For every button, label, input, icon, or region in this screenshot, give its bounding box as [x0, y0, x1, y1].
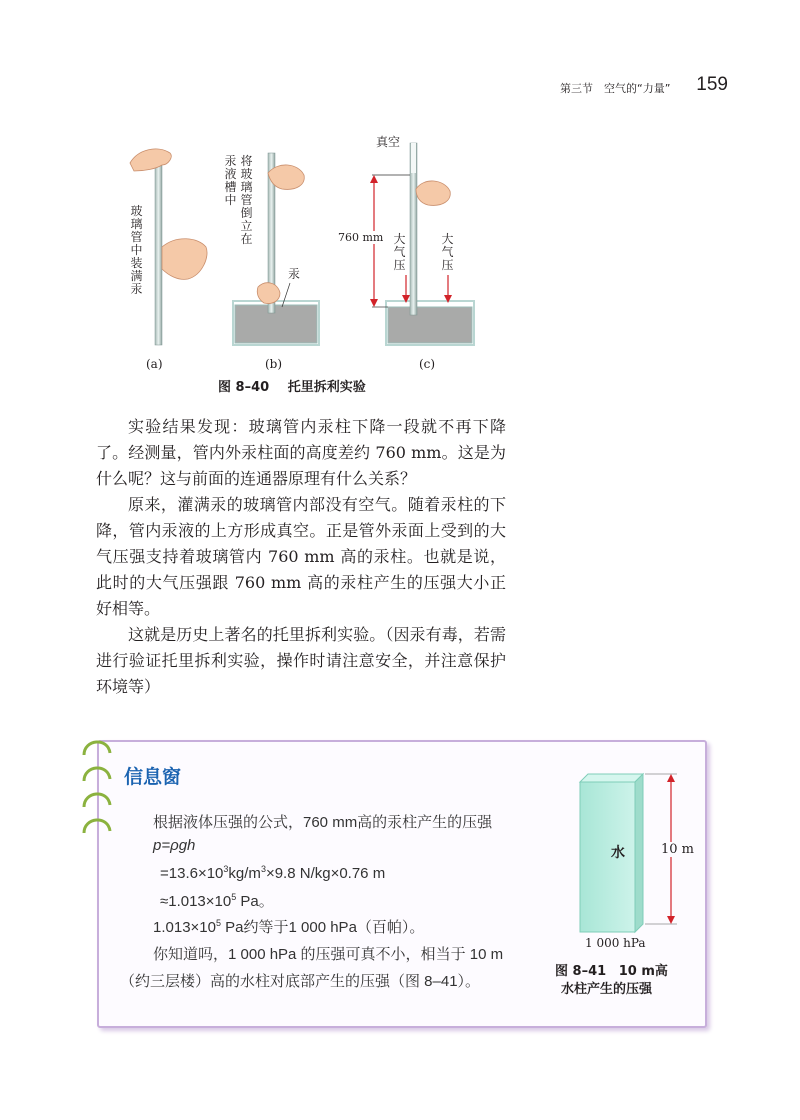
figure-8-40-title: 托里拆利实验: [287, 380, 366, 395]
info-line-5: [153, 916, 424, 937]
figure-8-41: [555, 770, 705, 1000]
hand-bottom-b: [257, 283, 280, 304]
height-760mm-label: 760 mm: [338, 231, 384, 244]
exponent: 3: [260, 864, 266, 874]
figure-8-41-title-2: 水柱产生的压强: [561, 982, 653, 997]
info-line-3-part-c: ×9.8 N/kg×0.76 m: [265, 865, 386, 882]
exponent: 5: [231, 892, 237, 902]
water-column-top: [580, 774, 643, 782]
figure-8-41-number: 图 8–41: [555, 964, 607, 979]
paragraph-3: 这就是历史上著名的托里拆利实验。（因汞有毒，若需进行验证托里拆利实验，操作时请注意安全，并注意保护环境等）: [96, 625, 506, 696]
exponent: 5: [215, 918, 221, 928]
paragraph-1: 实验结果发现：玻璃管内汞柱下降一段就不再下降了。经测量，管内外汞柱面的高度差约 760 mm。这是为什么呢？这与前面的连通器原理有什么关系？: [96, 417, 506, 488]
figure-8-40-caption: [218, 376, 366, 395]
panel-a-label: (a): [146, 357, 163, 371]
info-line-4: [160, 890, 274, 911]
hand-bottom-a: [162, 239, 207, 280]
pressure-label-1: 大气压: [393, 232, 406, 272]
hand-c: [416, 181, 450, 205]
pressure-1000hpa-label: 1 000 hPa: [585, 936, 646, 950]
notebook-spiral-icon: [78, 733, 118, 843]
running-header: [560, 74, 750, 98]
panel-a-vertical-text: 玻璃管中装满汞: [130, 204, 143, 296]
mercury-trough-b: [235, 305, 317, 343]
info-line-5-part-b: Pa约等于1 000 hPa（百帕）。: [221, 919, 425, 936]
info-line-4-part-b: Pa。: [236, 893, 274, 910]
height-10m-label: 10 m: [661, 842, 695, 857]
body-text: [96, 414, 506, 700]
info-line-1: 根据液体压强的公式，760 mm高的汞柱产生的压强: [153, 814, 493, 831]
info-line-7: （约三层楼）高的水柱对底部产生的压强（图 8–41）。: [120, 973, 481, 990]
hand-top-a: [130, 149, 171, 171]
exponent: 3: [223, 864, 229, 874]
pressure-label-2: 大气压: [441, 232, 454, 272]
water-column-illustration: [565, 770, 705, 950]
mercury-label: 汞: [288, 267, 301, 281]
panel-b-vertical-text-left: 汞液槽中: [224, 154, 237, 207]
info-line-3-part-b: kg/m: [228, 865, 261, 882]
figure-8-41-title-1: 10 m高: [618, 964, 668, 979]
info-line-2: p=ρgh: [153, 837, 196, 854]
vacuum-space-c: [411, 143, 416, 173]
figure-8-40-number: 图 8–40: [218, 380, 270, 395]
water-column-front: [580, 782, 635, 932]
panel-c-label: (c): [419, 357, 436, 371]
info-line-5-part-a: 1.013×10: [153, 919, 216, 936]
info-line-3: [160, 864, 385, 882]
water-column-side: [635, 774, 643, 932]
info-line-3-part-a: =13.6×10: [160, 865, 224, 882]
section-title: 第三节 空气的“力量”: [560, 82, 671, 95]
info-window-title: 信息窗: [124, 766, 182, 788]
info-line-4-part-a: ≈1.013×10: [160, 893, 232, 910]
mercury-trough-c: [388, 307, 472, 343]
figure-8-40: [110, 135, 490, 395]
panel-b-vertical-text-right: 将玻璃管倒立在: [240, 154, 253, 246]
paragraph-2: 原来，灌满汞的玻璃管内部没有空气。随着汞柱的下降，管内汞液的上方形成真空。正是管外汞面上受到的大气压强支持着玻璃管内 760 mm 高的汞柱。也就是说，此时的大气压强跟 760 mm 高的汞柱产生的压强大小正好相等。: [96, 495, 506, 618]
panel-b-label: (b): [265, 357, 283, 371]
page-number: 159: [696, 74, 728, 95]
figure-8-41-caption-line1: [555, 960, 668, 979]
glass-tube-a: [155, 165, 162, 345]
vacuum-label: 真空: [376, 135, 401, 149]
info-line-6: 你知道吗，1 000 hPa 的压强可真不小，相当于 10 m: [153, 946, 504, 963]
water-label: 水: [611, 845, 625, 861]
